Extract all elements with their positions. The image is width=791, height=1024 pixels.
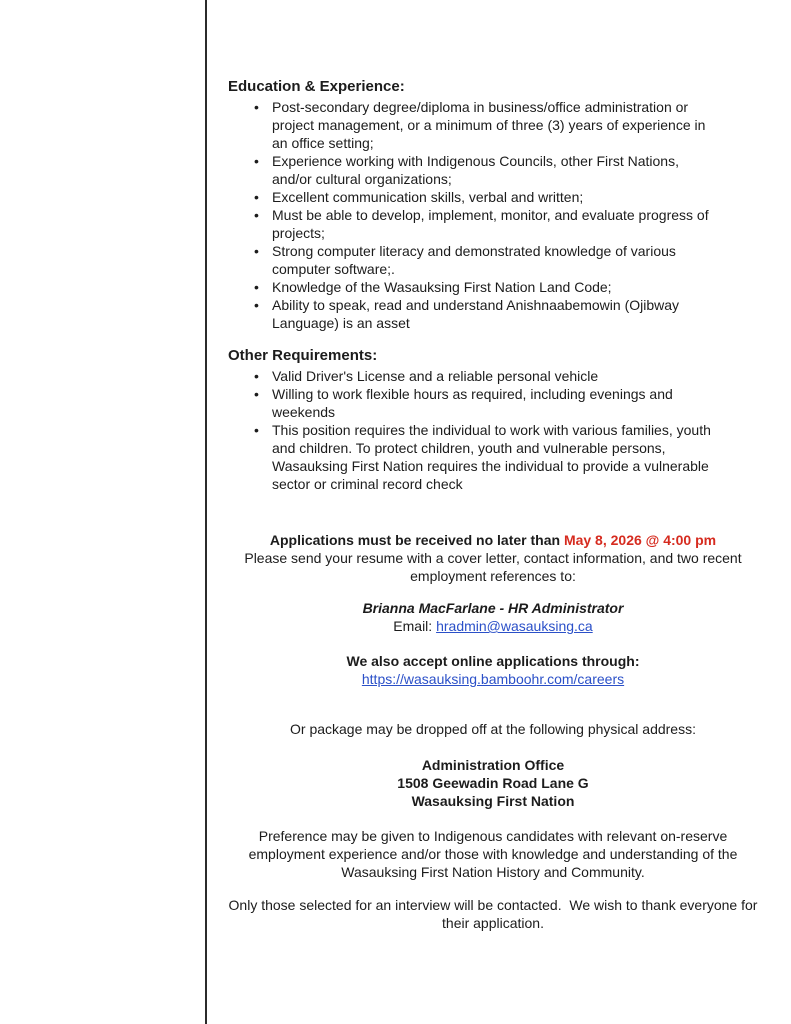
- other-requirements-bullet-list: [228, 367, 758, 493]
- other-requirements-heading: Other Requirements:: [228, 347, 378, 364]
- list-item: • Willing to work flexible hours as required, including evenings and weekends: [228, 385, 714, 421]
- careers-link[interactable]: https://wasauksing.bamboohr.com/careers: [361, 671, 625, 687]
- email-link[interactable]: hradmin@wasauksing.ca: [436, 618, 593, 634]
- list-item: • Valid Driver's License and a reliable personal vehicle: [228, 367, 714, 385]
- hr-contact-name: Brianna MacFarlane - HR Administrator: [362, 600, 624, 616]
- deadline-prefix-text: Applications must be received no later than: [269, 532, 564, 548]
- address-nation-line: Wasauksing First Nation: [411, 793, 575, 809]
- list-item: • Ability to speak, read and understand Anishnaabemowin (Ojibway Language) is an asset: [228, 296, 714, 332]
- preference-note: Preference may be given to Indigenous candidates with relevant on-reserve employment experience and/or those with knowledge and understanding of the Wasauksing First Nation History and Community.: [248, 828, 738, 880]
- list-item: • This position requires the individual to work with various families, youth and children. To protect children, youth and vulnerable persons, Wasauksing First Nation requires the individual to provide a vulnerable sector or criminal record check: [228, 421, 714, 493]
- list-item: • Knowledge of the Wasauksing First Nation Land Code;: [228, 278, 714, 296]
- address-street-line: 1508 Geewadin Road Lane G: [397, 775, 589, 791]
- list-item: • Strong computer literacy and demonstrated knowledge of various computer software;.: [228, 242, 714, 278]
- deadline-date-text: May 8, 2026 @ 4:00 pm: [563, 532, 717, 548]
- education-bullet-list: [228, 98, 758, 332]
- application-deadline-line: [228, 531, 758, 549]
- dropoff-note: Or package may be dropped off at the following physical address:: [290, 721, 696, 737]
- interview-contact-note: Only those selected for an interview will be contacted. We wish to thank everyone for their application.: [228, 897, 762, 931]
- email-label: Email:: [393, 618, 437, 634]
- careers-link-line: [228, 670, 758, 688]
- list-item: • Excellent communication skills, verbal and written;: [228, 188, 714, 206]
- application-instructions: Please send your resume with a cover letter, contact information, and two recent employment references to:: [244, 550, 742, 584]
- email-line: [228, 617, 758, 635]
- list-item: • Post-secondary degree/diploma in business/office administration or project management, or a minimum of three (3) years of experience in an office setting;: [228, 98, 714, 152]
- education-experience-heading: Education & Experience:: [228, 78, 405, 95]
- list-item: • Must be able to develop, implement, monitor, and evaluate progress of projects;: [228, 206, 714, 242]
- document-content: [228, 78, 762, 932]
- list-item: • Experience working with Indigenous Councils, other First Nations, and/or cultural organizations;: [228, 152, 714, 188]
- left-border-line: [205, 0, 207, 1024]
- physical-address-block: [228, 756, 758, 810]
- address-office-line: Administration Office: [421, 757, 565, 773]
- online-applications-heading: We also accept online applications through:: [346, 653, 640, 669]
